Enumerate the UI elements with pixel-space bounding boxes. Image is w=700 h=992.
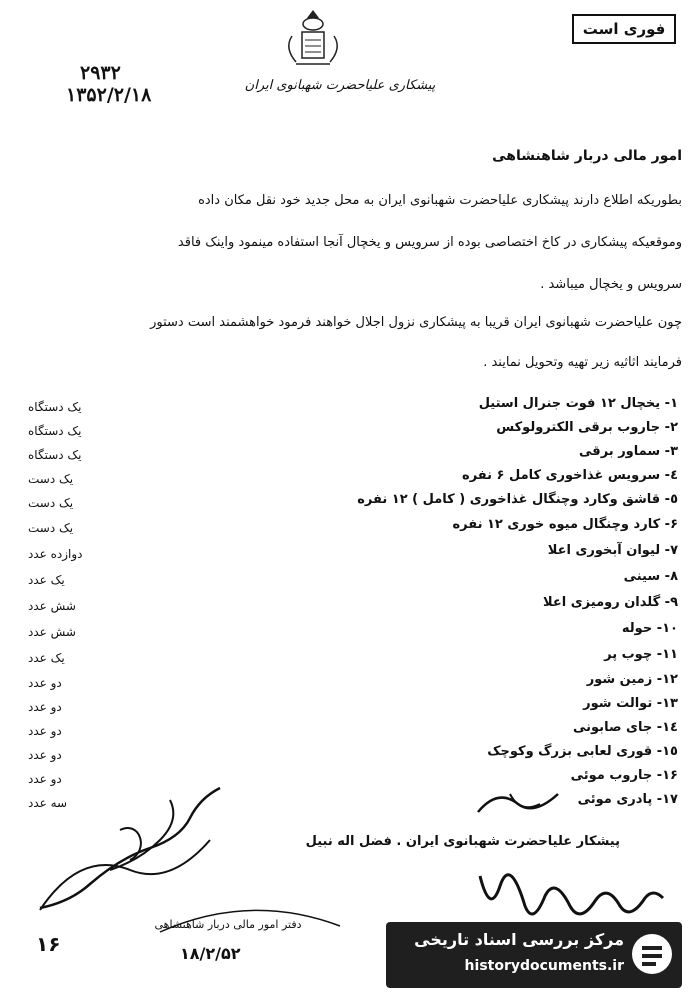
office-stamp-date: ۱۸/۲/۵۲ (180, 944, 241, 963)
list-item: ٥- قاشق وکارد وچنگال غذاخوری ( کامل ) ۱۲ نفره (357, 492, 678, 507)
letterhead: پیشکاری علیاحضرت شهبانوی ایران (244, 78, 436, 93)
list-item: ٤- سرویس غذاخوری کامل ۶ نفره (462, 468, 678, 483)
registry-number: ۱۶ (36, 932, 61, 956)
salutation: امور مالی دربار شاهنشاهی (492, 148, 682, 164)
item-quantity: دو عدد (28, 676, 62, 690)
emblem-crest-icon (278, 6, 348, 70)
paragraph-line-1: بطوریکه اطلاع دارند پیشکاری علیاحضرت شهبانوی ایران به محل جدید خود نقل مکان داده (198, 193, 682, 208)
watermark-title: مرکز بررسی اسناد تاریخی (414, 930, 624, 949)
paragraph-line-3: سرویس و یخچال میباشد . (540, 277, 682, 292)
watermark-url: historydocuments.ir (464, 958, 624, 974)
signature-icon (470, 856, 670, 926)
list-item: ۱- یخچال ۱۲ فوت جنرال استیل (478, 396, 678, 411)
list-item: ۸- سینی (623, 569, 678, 584)
list-item: ۱۶- جاروب موئی (570, 768, 678, 783)
item-quantity: دو عدد (28, 772, 62, 786)
list-item: ۱٤- جای صابونی (573, 720, 678, 735)
source-watermark (386, 922, 682, 988)
list-item: ۱۱- چوب پر (604, 647, 678, 662)
list-item: ۷- لیوان آبخوری اعلا (547, 543, 678, 558)
item-quantity: یک دستگاه (28, 424, 82, 438)
list-item: ۲- جاروب برقی الکترولوکس (496, 420, 678, 435)
item-quantity: یک عدد (28, 651, 65, 665)
office-stamp: دفتر امور مالی دربار شاهنشاهی (154, 918, 302, 931)
archive-logo-icon (630, 932, 674, 976)
list-item: ۱٥- قوری لعابی بزرگ وکوچک (487, 744, 678, 759)
list-item: ۹- گلدان رومیزی اعلا (543, 595, 678, 610)
item-quantity: شش عدد (28, 599, 76, 613)
list-item: ۳- سماور برقی (579, 444, 678, 459)
urgent-label: فوری است (572, 14, 676, 44)
list-item: ۱۰- حوله (621, 621, 678, 636)
item-quantity: یک عدد (28, 573, 65, 587)
item-quantity: دو عدد (28, 724, 62, 738)
paragraph-line-4: چون علیاحضرت شهبانوی ایران قریبا به پیشکاری نزول اجلال خواهند فرمود خواهشمند است دستور (150, 315, 682, 330)
letter-date: ۱۳۵۲/۲/۱۸ (66, 84, 152, 106)
item-quantity: یک دست (28, 496, 74, 510)
item-quantity: یک دست (28, 472, 74, 486)
list-item: ۱۲- زمین شور (586, 672, 678, 687)
item-quantity: یک دست (28, 521, 74, 535)
paragraph-line-2: وموقعیکه پیشکاری در کاخ اختصاصی بوده از سرویس و یخچال آنجا استفاده مینمود واینک فاقد (177, 235, 682, 250)
item-quantity: دوازده عدد (28, 547, 83, 561)
letter-number-date (66, 62, 151, 106)
list-item: ۱۳- توالت شور (583, 696, 678, 711)
list-item: ۶- کارد وچنگال میوه خوری ۱۲ نفره (452, 517, 678, 532)
item-quantity: سه عدد (28, 796, 68, 810)
item-quantity: یک دستگاه (28, 400, 82, 414)
paraph-mark-icon (470, 784, 570, 824)
item-quantity: یک دستگاه (28, 448, 82, 462)
item-quantity: دو عدد (28, 700, 62, 714)
item-quantity: شش عدد (28, 625, 76, 639)
item-quantity: دو عدد (28, 748, 62, 762)
list-item: ۱۷- پادری موئی (577, 792, 678, 807)
letter-number: ۲۹۳۲ (80, 62, 121, 84)
paragraph-line-5: فرمایند اثاثیه زیر تهیه وتحویل نمایند . (483, 355, 682, 370)
signer-name: پیشکار علیاحضرت شهبانوی ایران . فضل اله نبیل (305, 834, 620, 849)
